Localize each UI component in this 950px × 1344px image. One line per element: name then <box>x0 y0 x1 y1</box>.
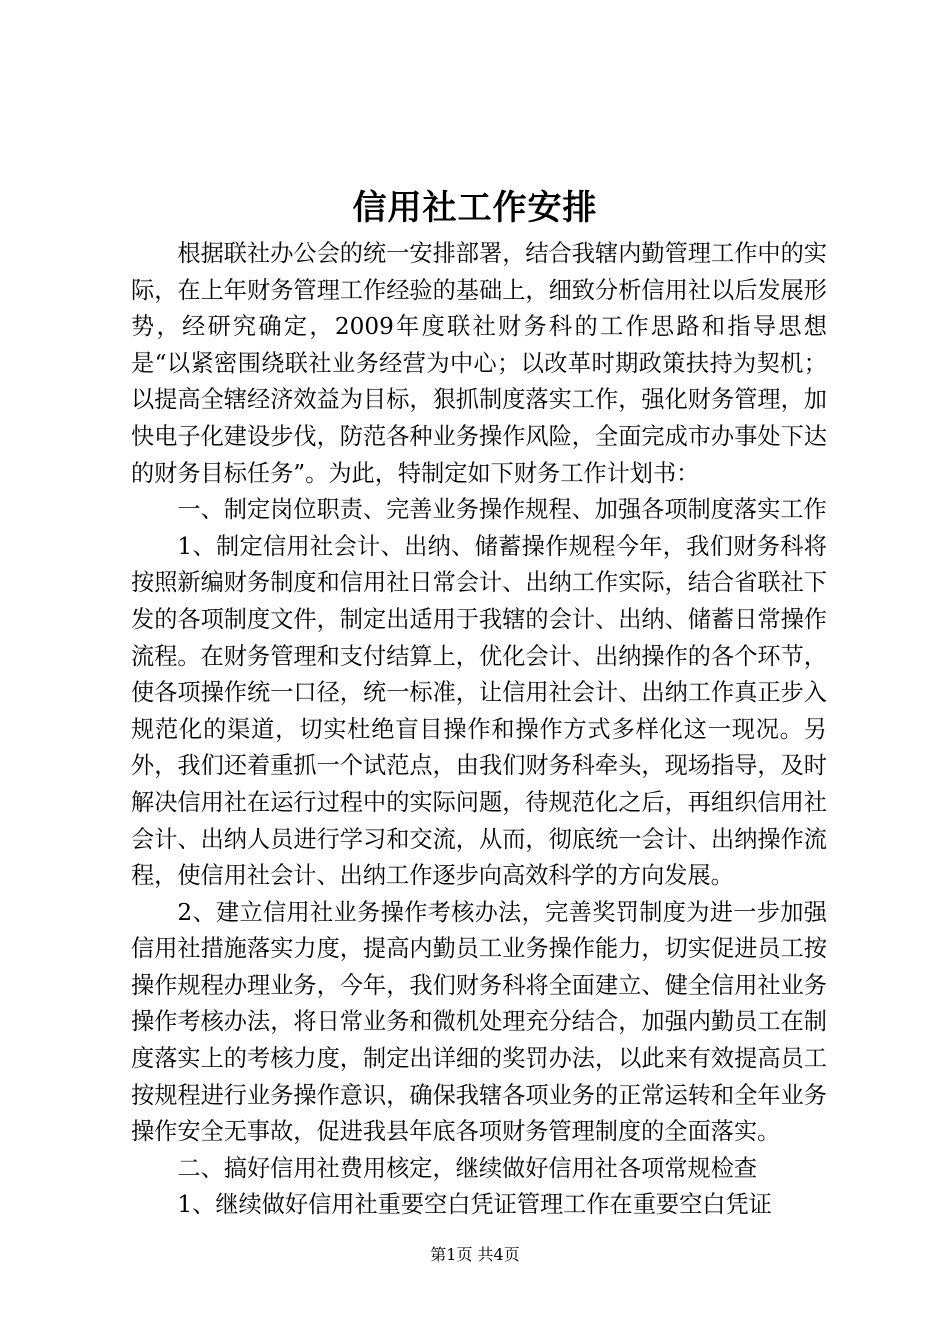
paragraph: 2、建立信用社业务操作考核办法，完善奖罚制度为进一步加强信用社措施落实力度，提高内勤员工业务操作能力，切实促进员工按操作规程办理业务，今年，我们财务科将全面建立、健全信用社业务操作考核办法，将日常业务和微机处理充分结合，加强内勤员工在制度落实上的考核力度，制定出详细的奖罚办法，以此来有效提高员工按规程进行业务操作意识，确保我辖各项业务的正常运转和全年业务操作安全无事故，促进我县年底各项财务管理制度的全面落实。 <box>131 898 827 1146</box>
paragraph: 根据联社办公会的统一安排部署，结合我辖内勤管理工作中的实际，在上年财务管理工作经验的基础上，细致分析信用社以后发展形势，经研究确定，2009年度联社财务科的工作思路和指导思想是“以紧密围绕联社业务经营为中心；以改革时期政策扶持为契机；以提高全辖经济效益为目标，狠抓制度落实工作，强化财务管理，加快电子化建设步伐，防范各种业务操作风险，全面完成市办事处下达的财务目标任务”。为此，特制定如下财务工作计划书： <box>131 240 827 487</box>
paragraph: 1、制定信用社会计、出纳、储蓄操作规程今年，我们财务科将按照新编财务制度和信用社日常会计、出纳工作实际，结合省联社下发的各项制度文件，制定出适用于我辖的会计、出纳、储蓄日常操作流程。在财务管理和支付结算上，优化会计、出纳操作的各个环节，使各项操作统一口径，统一标准，让信用社会计、出纳工作真正步入规范化的渠道，切实杜绝盲目操作和操作方式多样化这一现况。另外，我们还着重抓一个试范点，由我们财务科牵头，现场指导，及时解决信用社在运行过程中的实际问题，待规范化之后，再组织信用社会计、出纳人员进行学习和交流，从而，彻底统一会计、出纳操作流程，使信用社会计、出纳工作逐步向高效科学的方向发展。 <box>131 532 827 890</box>
paragraph: 1、继续做好信用社重要空白凭证管理工作在重要空白凭证 <box>177 1191 772 1219</box>
paragraph: 一、制定岗位职责、完善业务操作规程、加强各项制度落实工作 <box>177 496 827 524</box>
page-number-footer: 第1页 共4页 <box>430 1245 520 1264</box>
document-title: 信用社工作安排 <box>352 188 598 228</box>
paragraph: 二、搞好信用社费用核定，继续做好信用社各项常规检查 <box>177 1154 758 1182</box>
document-body <box>131 236 827 1224</box>
